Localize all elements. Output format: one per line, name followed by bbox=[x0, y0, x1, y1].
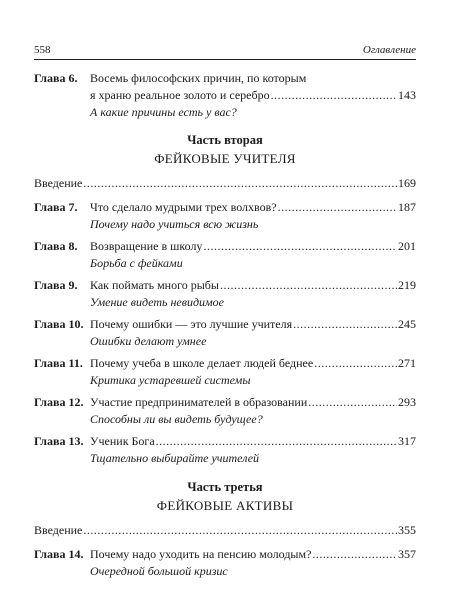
chapter-label: Глава 12. bbox=[34, 395, 84, 409]
part-label: Часть вторая bbox=[187, 133, 263, 147]
chapter-subtitle: Тщательно выбирайте учителей bbox=[90, 451, 260, 465]
page-ref: 245 bbox=[398, 317, 416, 331]
chapter-title: Как поймать много рыбы bbox=[90, 278, 219, 292]
page-number: 558 bbox=[34, 44, 51, 56]
chapter-label: Глава 8. bbox=[34, 239, 78, 253]
chapter-subtitle: Способны ли вы видеть будущее? bbox=[90, 412, 263, 426]
chapter-label: Глава 6. bbox=[34, 71, 78, 85]
page-ref: 169 bbox=[398, 176, 416, 190]
dot-leader bbox=[314, 355, 397, 372]
chapter-subtitle: Критика устаревшей системы bbox=[90, 373, 251, 387]
dot-leader bbox=[308, 394, 397, 411]
intro-label: Введение bbox=[34, 523, 83, 537]
chapter-subtitle: Борьба с фейками bbox=[90, 256, 183, 270]
page-ref: 293 bbox=[398, 395, 416, 409]
part-title: ФЕЙКОВЫЕ АКТИВЫ bbox=[156, 498, 294, 513]
page-ref: 187 bbox=[398, 200, 416, 214]
page-ref: 271 bbox=[398, 356, 416, 370]
dot-leader bbox=[271, 87, 397, 104]
dot-leader bbox=[293, 316, 397, 333]
dot-leader bbox=[278, 199, 397, 216]
chapter-label: Глава 11. bbox=[34, 356, 83, 370]
chapter-label: Глава 7. bbox=[34, 200, 78, 214]
dot-leader bbox=[83, 522, 397, 539]
chapter-title: Почему учеба в школе делает людей беднее bbox=[90, 356, 314, 370]
page-ref: 355 bbox=[398, 523, 416, 537]
page-ref: 357 bbox=[398, 547, 416, 561]
chapter-title: Ученик Бога bbox=[90, 434, 155, 448]
header-rule bbox=[34, 59, 416, 60]
page-ref: 219 bbox=[398, 278, 416, 292]
intro-label: Введение bbox=[34, 176, 83, 190]
chapter-subtitle: Умение видеть невидимое bbox=[90, 295, 225, 309]
chapter-subtitle: Ошибки делают умнее bbox=[90, 334, 207, 348]
dot-leader bbox=[220, 277, 397, 294]
page-ref: 201 bbox=[398, 239, 416, 253]
chapter-label: Глава 9. bbox=[34, 278, 78, 292]
chapter-subtitle: А какие причины есть у вас? bbox=[90, 105, 237, 119]
chapter-title: Почему ошибки — это лучшие учителя bbox=[90, 317, 293, 331]
part-label: Часть третья bbox=[187, 480, 263, 494]
chapter-label: Глава 14. bbox=[34, 547, 84, 561]
dot-leader bbox=[156, 433, 397, 450]
chapter-title: я храню реальное золото и серебро bbox=[90, 88, 270, 102]
chapter-label: Глава 13. bbox=[34, 434, 84, 448]
dot-leader bbox=[312, 546, 397, 563]
page-ref: 317 bbox=[398, 434, 416, 448]
running-header bbox=[34, 44, 416, 58]
dot-leader bbox=[83, 175, 397, 192]
running-title: Оглавление bbox=[362, 44, 416, 56]
chapter-title: Что сделало мудрыми трех волхвов? bbox=[90, 200, 277, 214]
chapter-subtitle: Очередной большой кризис bbox=[90, 564, 228, 578]
dot-leader bbox=[203, 238, 397, 255]
part-title: ФЕЙКОВЫЕ УЧИТЕЛЯ bbox=[154, 151, 296, 166]
chapter-title: Восемь философских причин, по которым bbox=[90, 71, 307, 85]
chapter-subtitle: Почему надо учиться всю жизнь bbox=[90, 217, 259, 231]
chapter-title: Участие предпринимателей в образовании bbox=[90, 395, 308, 409]
page-ref: 143 bbox=[398, 88, 416, 102]
chapter-title: Почему надо уходить на пенсию молодым? bbox=[90, 547, 312, 561]
chapter-title: Возвращение в школу bbox=[90, 239, 203, 253]
chapter-label: Глава 10. bbox=[34, 317, 84, 331]
